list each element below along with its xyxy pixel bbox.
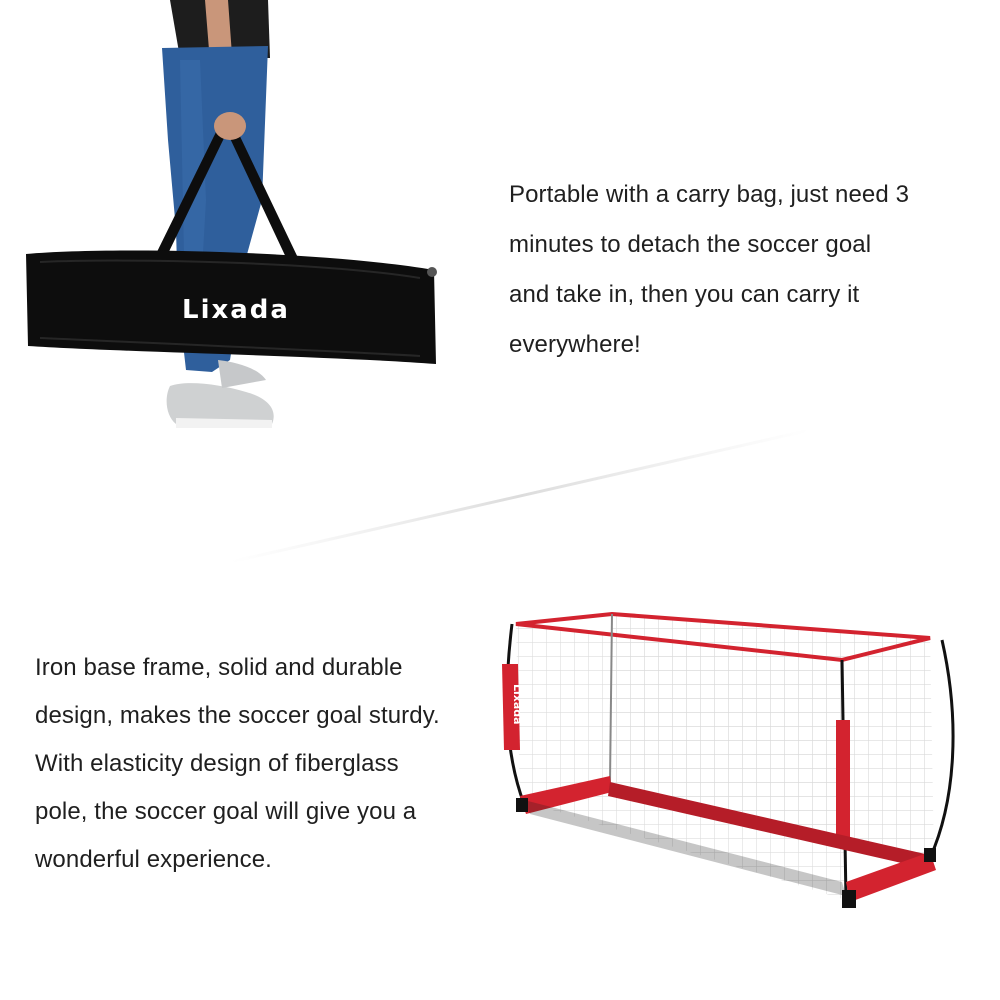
description-line: With elasticity design of fiberglass: [35, 750, 399, 777]
description-line: Portable with a carry bag, just need 3: [509, 181, 910, 208]
description-line: everywhere!: [509, 331, 641, 358]
bag-logo: Lixada: [182, 295, 290, 325]
description-line: Iron base frame, solid and durable: [35, 654, 403, 681]
frame-description: [35, 644, 485, 884]
description-line: minutes to detach the soccer goal: [509, 231, 872, 258]
goal-logo: Lixada: [511, 684, 524, 725]
description-line: pole, the soccer goal will give you a: [35, 798, 417, 825]
description-line: wonderful experience.: [35, 846, 272, 873]
description-line: and take in, then you can carry it: [509, 281, 860, 308]
description-line: design, makes the soccer goal sturdy.: [35, 702, 440, 729]
carry-bag-description: [509, 170, 949, 370]
carry-bag-photo: [0, 0, 470, 440]
soccer-goal-photo: [490, 600, 970, 920]
